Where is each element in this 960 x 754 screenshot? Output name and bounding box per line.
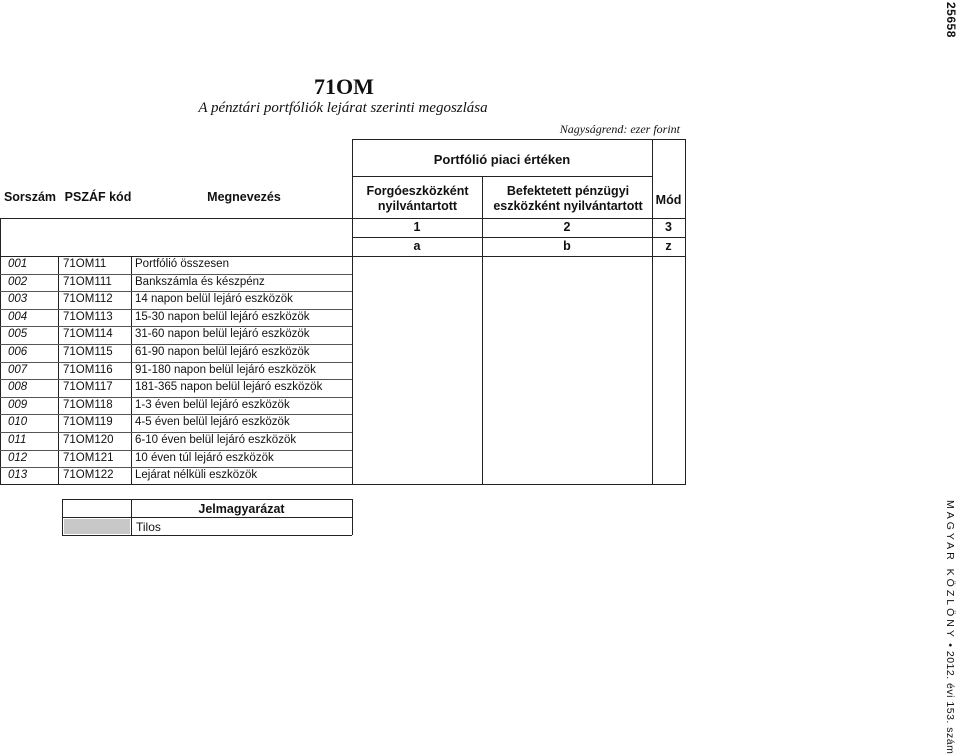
row-pszaf-code: 71OM113: [63, 310, 113, 323]
row-number: 004: [8, 310, 28, 323]
row-name: 14 napon belül lejáró eszközök: [135, 293, 293, 306]
bullet: •: [944, 643, 956, 648]
row-name: 91-180 napon belül lejáró eszközök: [135, 363, 316, 376]
legend-title: Jelmagyarázat: [198, 502, 285, 516]
row-divider: [0, 326, 352, 327]
header-pszaf-kod: PSZÁF kód: [64, 190, 132, 204]
row-number: 001: [8, 258, 28, 270]
row-pszaf-code: 71OM11: [63, 258, 107, 270]
row-divider: [0, 414, 352, 415]
units-note: Nagyságrend: ezer forint: [559, 122, 680, 136]
row-divider: [0, 274, 352, 275]
row-pszaf-code: 71OM114: [63, 328, 113, 341]
row-pszaf-code: 71OM111: [63, 275, 112, 288]
row-pszaf-code: 71OM120: [63, 434, 114, 446]
row-number: 009: [8, 398, 28, 411]
journal-side-text: [944, 500, 956, 754]
header-befektetett: Befektetett pénzügyi eszközként nyilvántartott: [493, 184, 643, 213]
row-number: 002: [8, 275, 28, 288]
col-letter-b: b: [563, 239, 571, 253]
header-megnevezes: Megnevezés: [207, 190, 281, 204]
page-title: 71OM: [314, 74, 374, 99]
journal-name: MAGYAR KÖZLÖNY: [944, 500, 956, 640]
row-divider: [0, 344, 352, 345]
row-name: 181-365 napon belül lejáró eszközök: [135, 381, 323, 394]
header-sorszam: Sorszám: [3, 190, 57, 204]
row-name: Portfólió összesen: [135, 258, 229, 270]
row-number: 011: [8, 434, 27, 446]
col-number-3: 3: [665, 220, 672, 234]
page-subtitle: A pénztári portfóliók lejárat szerinti megoszlása: [198, 100, 488, 116]
row-name: Bankszámla és készpénz: [135, 275, 265, 288]
header-forgoeszkoz: Forgóeszközként nyilvántartott: [366, 184, 469, 213]
row-name: 61-90 napon belül lejáró eszközök: [135, 346, 310, 358]
row-pszaf-code: 71OM118: [63, 398, 113, 411]
row-pszaf-code: 71OM119: [63, 416, 113, 429]
row-number: 010: [8, 416, 28, 429]
row-number: 008: [8, 381, 28, 394]
row-number: 007: [8, 363, 28, 376]
legend-label: Tilos: [136, 520, 161, 534]
row-pszaf-code: 71OM117: [63, 381, 113, 394]
row-number: 006: [8, 346, 28, 358]
col-number-2: 2: [563, 220, 571, 234]
row-divider: [0, 309, 352, 310]
journal-issue: 2012. évi 153. szám: [944, 650, 956, 754]
row-name: 4-5 éven belül lejáró eszközök: [135, 416, 290, 429]
col-letter-z: z: [665, 239, 672, 253]
row-name: 31-60 napon belül lejáró eszközök: [135, 328, 310, 341]
row-divider: [0, 291, 352, 292]
row-number: 005: [8, 328, 28, 341]
row-name: 1-3 éven belül lejáró eszközök: [135, 398, 290, 411]
col-number-1: 1: [413, 220, 421, 234]
row-number: 003: [8, 293, 28, 306]
col-letter-a: a: [413, 239, 421, 253]
row-divider: [0, 450, 352, 451]
row-pszaf-code: 71OM112: [63, 293, 113, 306]
row-divider: [0, 432, 352, 433]
row-divider: [0, 362, 352, 363]
page-number: 25658: [944, 2, 958, 38]
header-mod: Mód: [655, 193, 682, 207]
group-header: Portfólió piaci értéken: [433, 152, 571, 167]
row-number: 012: [8, 451, 28, 464]
row-number: 013: [8, 469, 28, 482]
row-divider: [0, 397, 352, 398]
row-pszaf-code: 71OM121: [63, 451, 114, 464]
row-name: Lejárat nélküli eszközök: [135, 469, 258, 482]
row-name: 15-30 napon belül lejáró eszközök: [135, 310, 310, 323]
row-divider: [0, 379, 352, 380]
row-pszaf-code: 71OM122: [63, 469, 114, 482]
row-pszaf-code: 71OM115: [63, 346, 113, 358]
row-name: 10 éven túl lejáró eszközök: [135, 451, 274, 464]
row-name: 6-10 éven belül lejáró eszközök: [135, 434, 297, 446]
row-divider: [0, 467, 352, 468]
row-pszaf-code: 71OM116: [63, 363, 113, 376]
legend-swatch: [64, 519, 130, 534]
